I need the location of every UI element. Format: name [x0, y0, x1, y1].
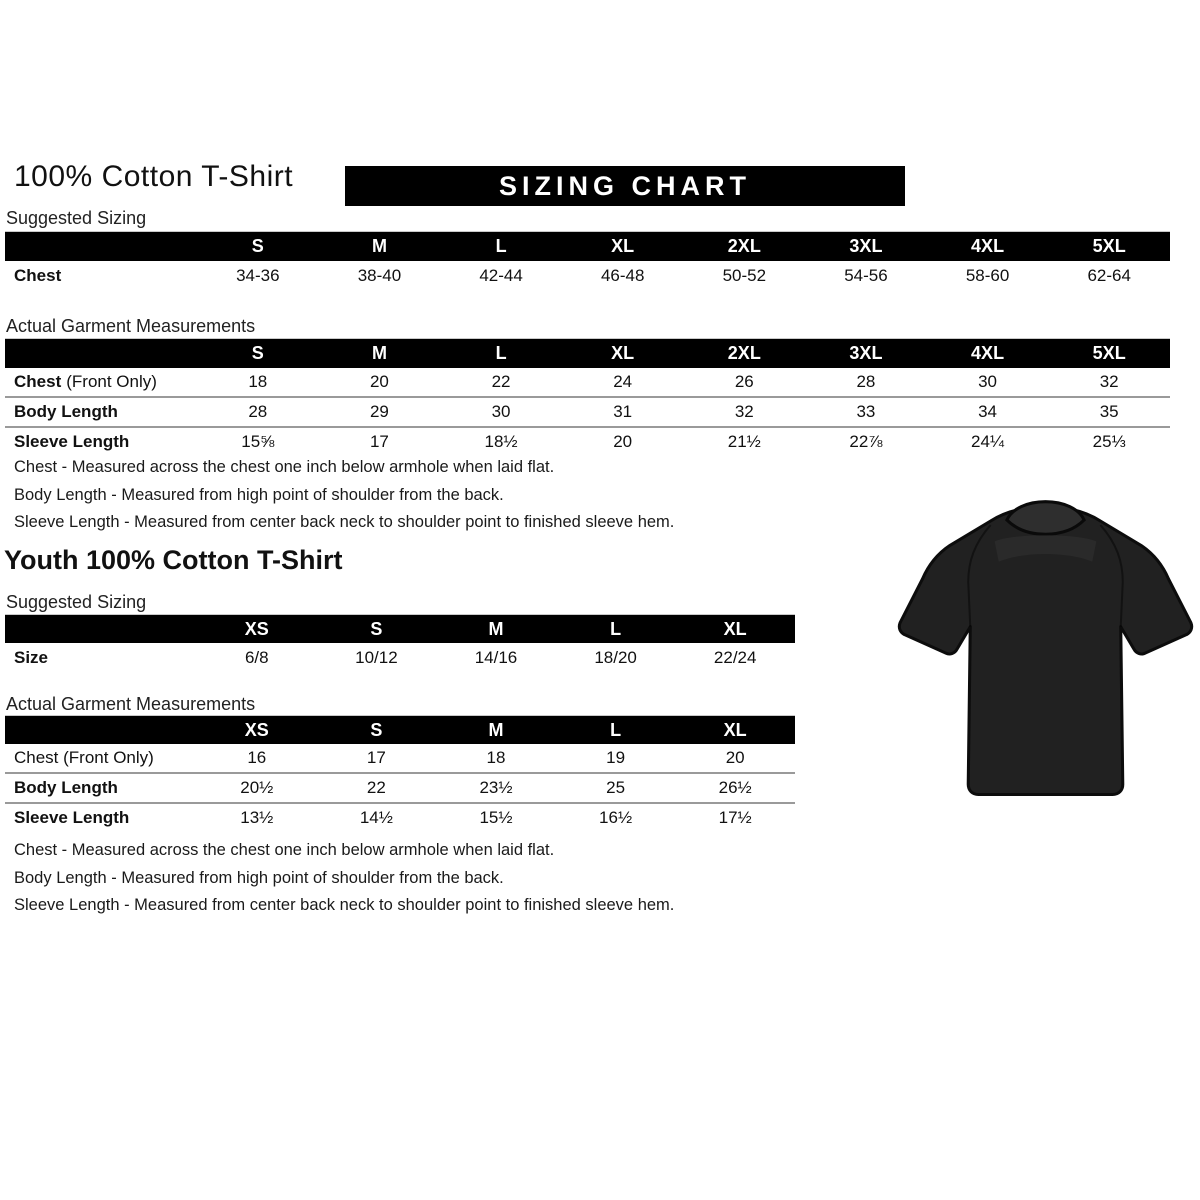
note-body-length: Body Length - Measured from high point of shoulder from the back. — [14, 485, 504, 504]
row-label-front-only: (Front Only) — [66, 372, 157, 391]
cell-value: 6/8 — [244, 648, 269, 667]
cell-value: 20 — [613, 432, 633, 451]
cell-value: 30 — [978, 372, 998, 391]
col-header-2xl: 2XL — [727, 343, 761, 363]
table-row-chest — [5, 744, 795, 772]
cell-value: 29 — [369, 402, 389, 421]
cell-value: 54-56 — [844, 266, 888, 285]
adult-suggested-table — [5, 231, 1170, 291]
col-header-xl: XL — [723, 618, 747, 639]
row-label-chest: Chest — [14, 266, 62, 285]
cell-value: 42-44 — [479, 266, 523, 285]
col-header-xl: XL — [723, 719, 747, 740]
cell-value: 31 — [613, 402, 633, 421]
row-label-body-length: Body Length — [14, 778, 118, 797]
cell-value: 32 — [1099, 372, 1119, 391]
col-header-3xl: 3XL — [849, 236, 883, 256]
col-header-s: S — [370, 719, 383, 740]
cell-value: 26 — [734, 372, 754, 391]
note-sleeve-length: Sleeve Length - Measured from center back neck to shoulder point to finished sleeve hem. — [14, 896, 675, 914]
table-row-sleeve-length — [5, 426, 1170, 456]
cell-value: 19 — [606, 748, 626, 767]
cell-value: 17½ — [718, 808, 752, 827]
row-label-size: Size — [14, 648, 49, 667]
cell-value: 58-60 — [965, 266, 1010, 285]
cell-value: 30 — [491, 402, 511, 421]
adult-actual-measurements-label: Actual Garment Measurements — [6, 316, 256, 336]
note-body-length: Body Length - Measured from high point of shoulder from the back. — [14, 868, 504, 887]
cell-value: 18/20 — [594, 648, 637, 667]
cell-value: 17 — [369, 432, 389, 451]
col-header-s: S — [251, 343, 264, 363]
cell-value: 34-36 — [236, 266, 280, 285]
cell-value: 38-40 — [357, 266, 402, 285]
black-tshirt-image — [893, 478, 1198, 808]
col-header-4xl: 4XL — [971, 236, 1005, 256]
row-label-chest-front-only: Chest (Front Only) — [14, 748, 154, 767]
header-spacer — [5, 716, 197, 744]
youth-actual-measurements-label: Actual Garment Measurements — [6, 694, 256, 714]
cell-value: 26½ — [718, 778, 752, 797]
note-chest: Chest - Measured across the chest one inch below armhole when laid flat. — [14, 841, 555, 859]
youth-suggested-sizing-label: Suggested Sizing — [6, 592, 147, 612]
cell-value: 18 — [486, 748, 506, 767]
adult-actual-table — [5, 338, 1170, 456]
row-label-chest-front-only — [5, 368, 197, 396]
col-header-5xl: 5XL — [1092, 236, 1126, 256]
youth-section-title: Youth 100% Cotton T-Shirt — [4, 545, 343, 575]
col-header-3xl: 3XL — [849, 343, 883, 363]
header-spacer — [5, 339, 197, 368]
col-header-4xl: 4XL — [971, 343, 1005, 363]
col-header-2xl: 2XL — [727, 236, 761, 256]
col-header-5xl: 5XL — [1092, 343, 1126, 363]
col-header-s: S — [251, 236, 264, 256]
adult-measurement-notes — [14, 458, 914, 541]
youth-actual-header-row — [5, 716, 795, 744]
youth-suggested-table — [5, 614, 795, 673]
table-row — [5, 261, 1170, 291]
cell-value: 32 — [734, 402, 754, 421]
cell-value: 16½ — [599, 808, 633, 827]
cell-value: 25⅓ — [1092, 432, 1126, 451]
col-header-l: L — [495, 343, 507, 363]
cell-value: 62-64 — [1087, 266, 1131, 285]
cell-value: 20 — [725, 748, 745, 767]
cell-value: 20½ — [240, 778, 274, 797]
col-header-xs: XS — [244, 719, 269, 740]
cell-value: 22⅞ — [849, 432, 883, 451]
cell-value: 15½ — [479, 808, 513, 827]
row-label-sleeve-length: Sleeve Length — [14, 432, 130, 451]
sizing-chart-banner — [345, 166, 905, 206]
col-header-s: S — [370, 618, 383, 639]
header-spacer — [5, 615, 197, 643]
table-row-chest — [5, 368, 1170, 396]
header-spacer — [5, 232, 197, 261]
note-chest: Chest - Measured across the chest one inch below armhole when laid flat. — [14, 458, 555, 476]
cell-value: 16 — [247, 748, 267, 767]
col-header-xl: XL — [611, 343, 635, 363]
note-sleeve-length: Sleeve Length - Measured from center back neck to shoulder point to finished sleeve hem. — [14, 513, 675, 531]
row-label-chest: Chest — [14, 372, 62, 391]
table-row-sleeve-length — [5, 802, 795, 832]
col-header-m: M — [371, 236, 387, 256]
table-row-body-length — [5, 396, 1170, 426]
cell-value: 35 — [1099, 402, 1119, 421]
cell-value: 23½ — [479, 778, 513, 797]
cell-value: 50-52 — [722, 266, 767, 285]
cell-value: 10/12 — [355, 648, 398, 667]
row-label-body-length: Body Length — [14, 402, 118, 421]
cell-value: 14/16 — [474, 648, 518, 667]
cell-value: 20 — [369, 372, 389, 391]
table-row-body-length — [5, 772, 795, 802]
adult-suggested-sizing-label: Suggested Sizing — [6, 208, 147, 228]
col-header-m: M — [488, 719, 504, 740]
col-header-xl: XL — [611, 236, 635, 256]
adult-suggested-header-row — [5, 232, 1170, 261]
cell-value: 14½ — [359, 808, 393, 827]
col-header-xs: XS — [244, 618, 269, 639]
cell-value: 18½ — [484, 432, 518, 451]
cell-value: 22 — [366, 778, 386, 797]
cell-value: 28 — [856, 372, 876, 391]
cell-value: 46-48 — [600, 266, 645, 285]
cell-value: 18 — [248, 372, 268, 391]
col-header-l: L — [610, 719, 622, 740]
cell-value: 33 — [856, 402, 876, 421]
cell-value: 34 — [978, 402, 998, 421]
youth-suggested-header-row — [5, 615, 795, 643]
col-header-l: L — [495, 236, 507, 256]
cell-value: 21½ — [727, 432, 761, 451]
cell-value: 28 — [248, 402, 268, 421]
youth-measurement-notes — [14, 841, 914, 924]
sizing-chart-banner-label: SIZING CHART — [499, 170, 751, 201]
table-row-size — [5, 643, 795, 673]
cell-value: 25 — [606, 778, 626, 797]
cell-value: 15⅝ — [241, 432, 275, 451]
col-header-m: M — [371, 343, 387, 363]
cell-value: 22/24 — [713, 648, 757, 667]
cell-value: 17 — [366, 748, 386, 767]
cell-value: 22 — [491, 372, 511, 391]
cell-value: 24¼ — [971, 432, 1005, 451]
adult-actual-header-row — [5, 339, 1170, 368]
row-label-sleeve-length: Sleeve Length — [14, 808, 130, 827]
cell-value: 24 — [613, 372, 633, 391]
cell-value: 13½ — [240, 808, 274, 827]
youth-actual-table — [5, 715, 795, 832]
page-title: 100% Cotton T-Shirt — [14, 160, 294, 193]
col-header-m: M — [488, 618, 504, 639]
col-header-l: L — [610, 618, 622, 639]
